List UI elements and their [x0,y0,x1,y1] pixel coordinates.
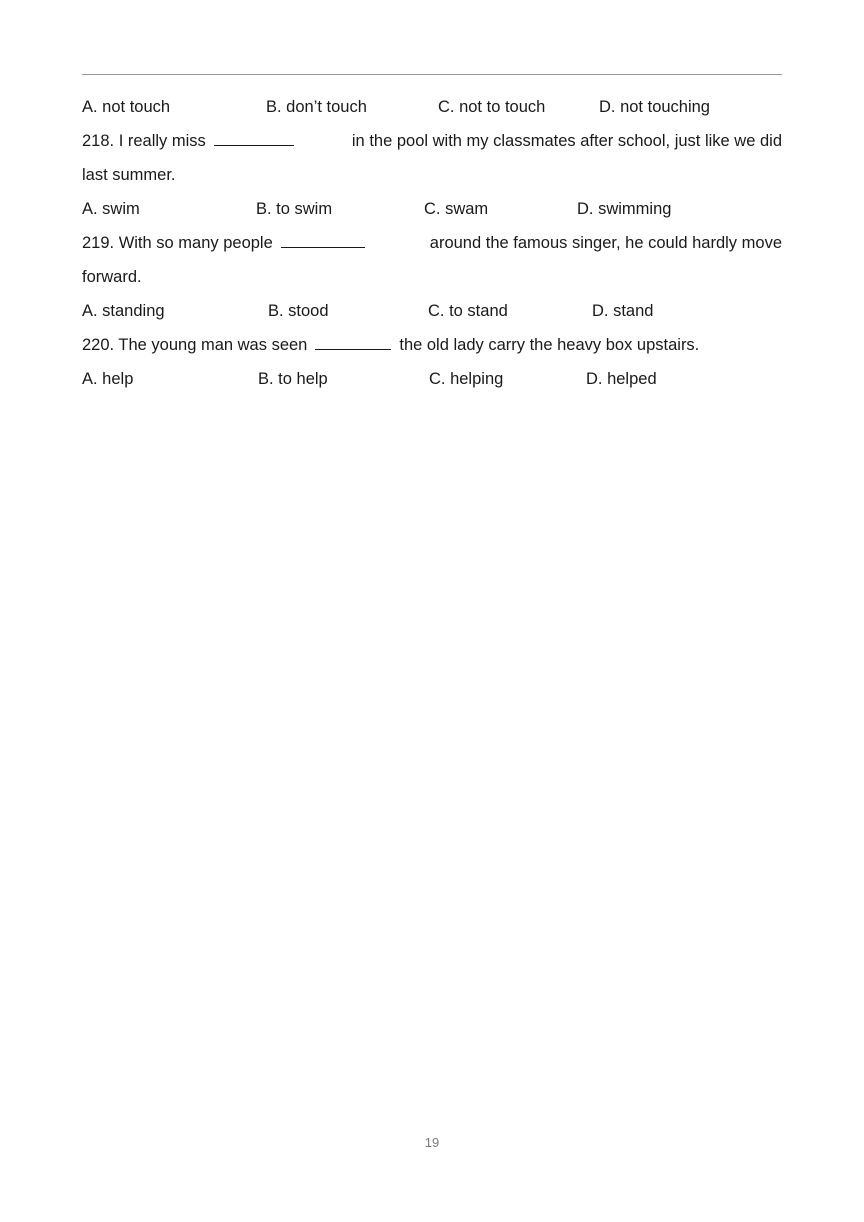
options-row-217 [82,90,782,124]
question-220-text-before: 220. The young man was seen [82,336,308,354]
question-218-text-before: 218. I really miss [82,132,206,150]
option-b: B. don’t touch [266,98,367,116]
option-d: D. swimming [577,200,672,218]
options-row-220 [82,362,782,396]
question-219-stem [82,226,782,260]
option-b: B. stood [268,302,329,320]
question-220-text-after: the old lady carry the heavy box upstairs. [399,336,700,354]
option-a: A. swim [82,200,140,218]
option-b: B. to swim [256,200,333,218]
question-219-text-after: around the famous singer, he could hardly move [429,234,782,252]
option-d: D. not touching [599,98,710,116]
option-c: C. swam [424,200,489,218]
option-a: A. not touch [82,98,171,116]
question-220-stem [82,328,782,362]
answer-blank [315,331,391,350]
answer-blank [214,127,294,146]
page-number: 19 [424,1135,440,1150]
option-d: D. stand [592,302,654,320]
header-rule [82,74,782,75]
options-row-218 [82,192,782,226]
option-b: B. to help [258,370,328,388]
option-c: C. not to touch [438,98,546,116]
option-a: A. help [82,370,134,388]
options-row-219 [82,294,782,328]
option-d: D. helped [586,370,657,388]
question-218-continuation: last summer. [82,166,176,184]
option-c: C. to stand [428,302,508,320]
answer-blank [281,229,365,248]
option-c: C. helping [429,370,504,388]
question-219-text-before: 219. With so many people [82,234,273,252]
question-content [82,90,782,396]
option-a: A. standing [82,302,165,320]
question-218-text-after: in the pool with my classmates after school, just like we did [351,132,782,150]
question-218-stem [82,124,782,158]
question-219-continuation: forward. [82,268,142,286]
